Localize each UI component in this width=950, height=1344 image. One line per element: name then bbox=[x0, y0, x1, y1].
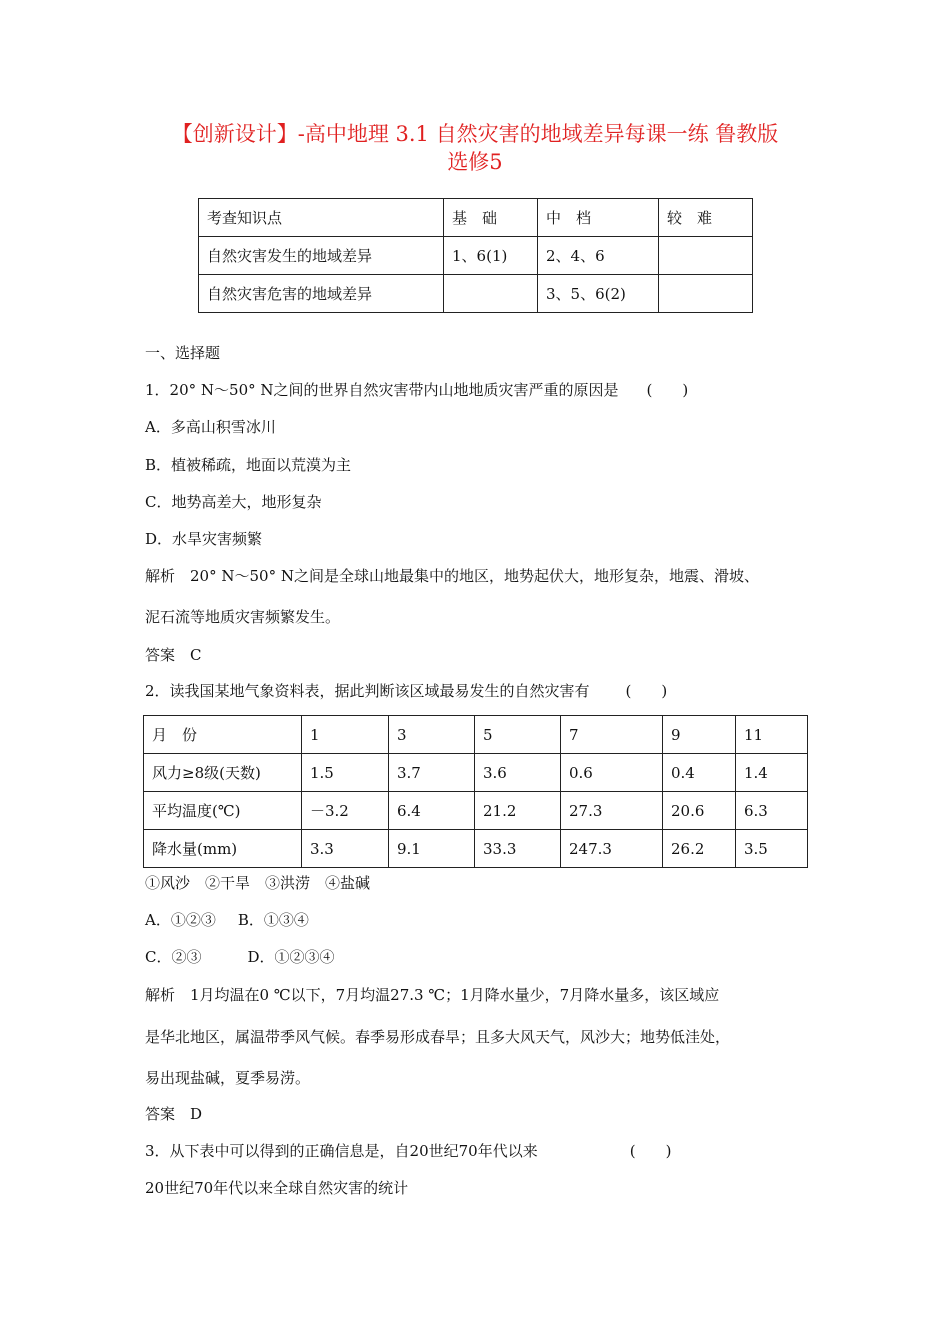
answer-bracket: ( ) bbox=[629, 1142, 672, 1160]
table-row bbox=[144, 830, 808, 868]
table-cell: 平均温度(℃) bbox=[144, 792, 302, 830]
table-cell bbox=[659, 275, 753, 313]
question-2-stem bbox=[145, 680, 667, 701]
table-cell: 3.3 bbox=[302, 830, 389, 868]
table-cell: 26.2 bbox=[663, 830, 736, 868]
table-cell bbox=[444, 275, 538, 313]
option-a: A．①②③ bbox=[145, 911, 216, 929]
table-cell: 自然灾害发生的地域差异 bbox=[199, 237, 444, 275]
table-cell: 9.1 bbox=[389, 830, 475, 868]
title-line-2: 选修5 bbox=[447, 150, 503, 174]
table-row bbox=[199, 237, 753, 275]
table-cell: 降水量(mm) bbox=[144, 830, 302, 868]
table-header-cell: 月 份 bbox=[144, 716, 302, 754]
question-1-analysis-line-2: 泥石流等地质灾害频繁发生。 bbox=[145, 608, 341, 626]
table-cell: 6.4 bbox=[389, 792, 475, 830]
section-heading: 一、选择题 bbox=[145, 344, 221, 362]
table-cell: 27.3 bbox=[561, 792, 663, 830]
table-header-cell: 11 bbox=[736, 716, 808, 754]
table-cell: －3.2 bbox=[302, 792, 389, 830]
question-2-options-cd bbox=[145, 946, 335, 967]
answer-bracket: ( ) bbox=[646, 381, 689, 399]
question-2-choices: ①风沙 ②干旱 ③洪涝 ④盐碱 bbox=[145, 874, 371, 892]
question-1-analysis-line-1: 解析 20° N～50° N之间是全球山地最集中的地区，地势起伏大，地形复杂，地震、滑坡、 bbox=[145, 567, 759, 585]
table-cell: 247.3 bbox=[561, 830, 663, 868]
question-2-analysis-line-1: 解析 1月均温在0 ℃以下，7月均温27.3 ℃；1月降水量少，7月降水量多，该区域应 bbox=[145, 986, 720, 1004]
question-stem-text: 3．从下表中可以得到的正确信息是，自20世纪70年代以来 bbox=[145, 1142, 538, 1160]
question-2-answer: 答案 D bbox=[145, 1105, 203, 1123]
answer-bracket: ( ) bbox=[625, 682, 668, 700]
option-c: C．②③ bbox=[145, 948, 202, 966]
question-2-analysis-line-2: 是华北地区，属温带季风气候。春季易形成春旱；且多大风天气，风沙大；地势低洼处， bbox=[145, 1028, 731, 1046]
table-header-cell: 较 难 bbox=[659, 199, 753, 237]
table-cell: 20.6 bbox=[663, 792, 736, 830]
option-b: B．①③④ bbox=[237, 911, 309, 929]
table-row bbox=[199, 199, 753, 237]
table-cell: 6.3 bbox=[736, 792, 808, 830]
question-1-option-a: A．多高山积雪冰川 bbox=[145, 418, 276, 436]
table-cell: 自然灾害危害的地域差异 bbox=[199, 275, 444, 313]
table-cell: 1、6(1) bbox=[444, 237, 538, 275]
table-header-cell: 中 档 bbox=[538, 199, 659, 237]
weather-table bbox=[143, 715, 808, 868]
title-line-1: 【创新设计】-高中地理 3.1 自然灾害的地域差异每课一练 鲁教版 bbox=[171, 122, 779, 146]
table-cell: 2、4、6 bbox=[538, 237, 659, 275]
option-d: D．①②③④ bbox=[247, 948, 335, 966]
knowledge-table bbox=[198, 198, 753, 313]
table-row bbox=[144, 754, 808, 792]
table-cell: 风力≥8级(天数) bbox=[144, 754, 302, 792]
table-row bbox=[199, 275, 753, 313]
table-header-cell: 基 础 bbox=[444, 199, 538, 237]
table-cell bbox=[659, 237, 753, 275]
question-1-stem bbox=[145, 379, 688, 400]
table-cell: 21.2 bbox=[475, 792, 561, 830]
table-header-cell: 9 bbox=[663, 716, 736, 754]
table-header-cell: 5 bbox=[475, 716, 561, 754]
table-cell: 0.4 bbox=[663, 754, 736, 792]
table-cell: 3.5 bbox=[736, 830, 808, 868]
question-1-option-d: D．水旱灾害频繁 bbox=[145, 530, 263, 548]
question-stem-text: 1．20° N～50° N之间的世界自然灾害带内山地地质灾害严重的原因是 bbox=[145, 381, 619, 399]
document-title bbox=[100, 120, 850, 176]
table-header-cell: 1 bbox=[302, 716, 389, 754]
question-1-option-b: B．植被稀疏，地面以荒漠为主 bbox=[145, 456, 352, 474]
table-header-cell: 3 bbox=[389, 716, 475, 754]
question-2-options-ab bbox=[145, 909, 309, 930]
table-cell: 1.4 bbox=[736, 754, 808, 792]
table-header-cell: 考查知识点 bbox=[199, 199, 444, 237]
table-row bbox=[144, 792, 808, 830]
question-1-option-c: C．地势高差大，地形复杂 bbox=[145, 493, 322, 511]
question-stem-text: 2．读我国某地气象资料表，据此判断该区域最易发生的自然灾害有 bbox=[145, 682, 590, 700]
question-2-analysis-line-3: 易出现盐碱，夏季易涝。 bbox=[145, 1069, 311, 1087]
table-cell: 0.6 bbox=[561, 754, 663, 792]
table-header-cell: 7 bbox=[561, 716, 663, 754]
question-1-answer: 答案 C bbox=[145, 646, 202, 664]
question-3-stem bbox=[145, 1140, 671, 1161]
table-row bbox=[144, 716, 808, 754]
table-cell: 3.7 bbox=[389, 754, 475, 792]
table-cell: 3、5、6(2) bbox=[538, 275, 659, 313]
table-cell: 33.3 bbox=[475, 830, 561, 868]
table-cell: 3.6 bbox=[475, 754, 561, 792]
table-cell: 1.5 bbox=[302, 754, 389, 792]
question-3-table-caption: 20世纪70年代以来全球自然灾害的统计 bbox=[145, 1179, 409, 1197]
